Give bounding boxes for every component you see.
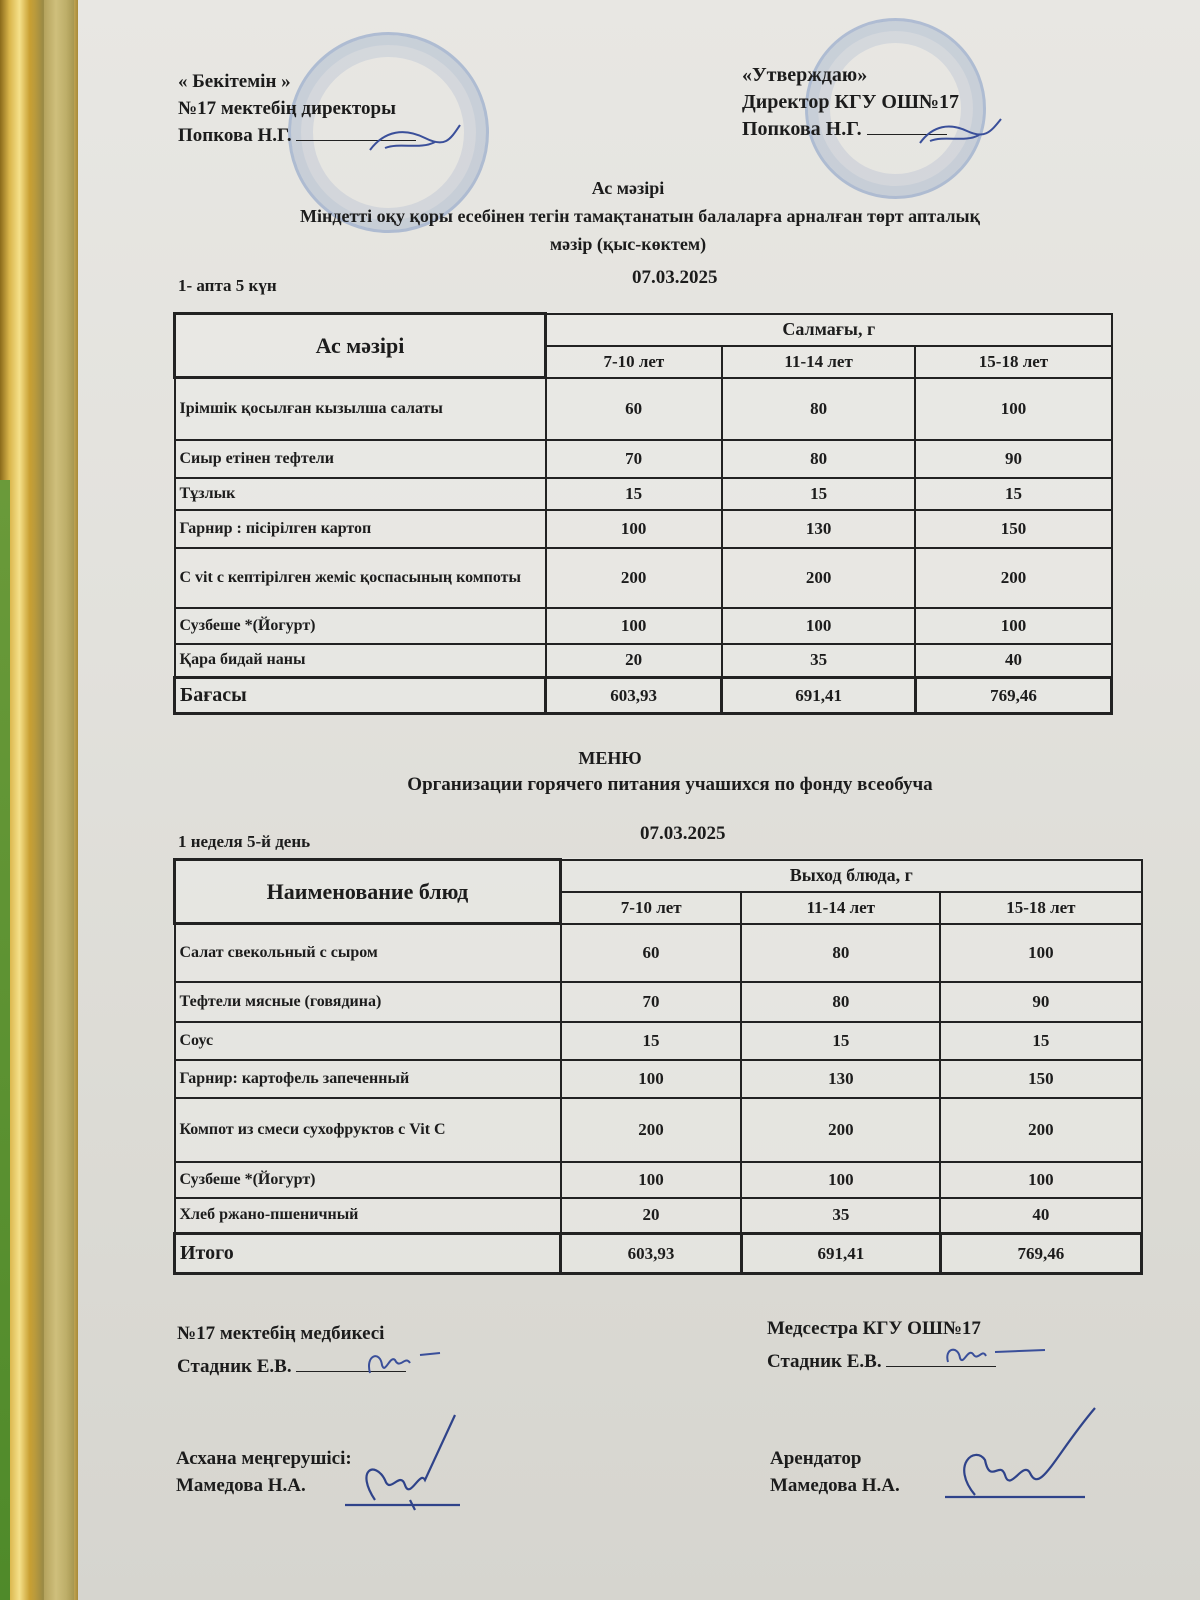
column-header-dish: Наименование блюд	[175, 860, 561, 924]
kz-date: 07.03.2025	[632, 267, 718, 288]
nurse-signature-ru: Медсестра КГУ ОШ№17 Стадник Е.В.	[767, 1315, 996, 1375]
kz-week-day: 1- апта 5 күн	[178, 276, 277, 295]
table-row: Соус 15 15 15	[175, 1022, 1142, 1060]
table-total-row: Итого 603,93 691,41 769,46	[175, 1234, 1142, 1274]
approval-title: « Бекітемін »	[178, 71, 291, 92]
approval-signer: Попкова Н.Г.	[178, 122, 416, 149]
signature-icon	[915, 115, 1005, 151]
column-header-age: 15-18 лет	[940, 892, 1141, 924]
kz-menu-season: мәзір (қыс-көктем)	[549, 234, 707, 254]
table-row: Қара бидай наны 20 35 40	[175, 644, 1112, 678]
ru-menu-table	[173, 858, 1143, 1275]
column-header-age: 7-10 лет	[546, 346, 722, 378]
table-row: Компот из смеси сухофруктов с Vit C 200 200 200	[175, 1098, 1142, 1162]
table-row: Сузбеше *(Йогурт) 100 100 100	[175, 608, 1112, 644]
frame-inner-molding	[44, 0, 74, 1600]
column-header-age: 11-14 лет	[722, 346, 916, 378]
signature-icon	[360, 1345, 450, 1380]
kz-menu-subtitle: Міндетті оқу қоры есебінен тегін тамақтанатын балаларға арналған төрт апталық	[300, 206, 980, 226]
ru-date: 07.03.2025	[640, 823, 726, 844]
tenant-signature-ru: Арендатор Мамедова Н.А.	[770, 1448, 900, 1496]
table-row: Хлеб ржано-пшеничный 20 35 40	[175, 1198, 1142, 1234]
table-row: Сузбеше *(Йогурт) 100 100 100	[175, 1162, 1142, 1198]
approval-position: Директор КГУ ОШ№17	[742, 91, 960, 113]
nurse-signature-kz: №17 мектебің медбикесі Стадник Е.В.	[177, 1320, 406, 1380]
kz-menu-title: Ас мәзірі	[591, 178, 665, 198]
signature-icon	[940, 1340, 1050, 1370]
table-row: С vit с кептірілген жеміс қоспасының компоты 200 200 200	[175, 548, 1112, 608]
table-row: Тұзлык 15 15 15	[175, 478, 1112, 510]
ru-week-day: 1 неделя 5-й день	[178, 832, 311, 851]
ru-menu-subtitle: Организации горячего питания учашихся по фонду всеобуча	[407, 774, 933, 795]
table-row: Салат свекольный с сыром 60 80 100	[175, 924, 1142, 982]
approval-signer: Попкова Н.Г.	[742, 116, 959, 143]
column-header-yield: Выход блюда, г	[561, 860, 1142, 892]
canteen-head-signature-kz: Асхана меңгерушісі: Мамедова Н.А.	[176, 1448, 352, 1496]
table-total-row: Бағасы 603,93 691,41 769,46	[175, 678, 1112, 714]
column-header-age: 15-18 лет	[915, 346, 1111, 378]
table-row: Гарнир : пісірілген картоп 100 130 150	[175, 510, 1112, 548]
approval-position: №17 мектебің директоры	[178, 98, 396, 119]
column-header-age: 11-14 лет	[741, 892, 940, 924]
signature-icon	[365, 120, 465, 160]
gold-picture-frame	[0, 0, 78, 1600]
column-header-weight: Салмағы, г	[546, 314, 1112, 346]
table-row: Гарнир: картофель запеченный 100 130 150	[175, 1060, 1142, 1098]
table-row: Тефтели мясные (говядина) 70 80 90	[175, 982, 1142, 1022]
background-wall	[0, 480, 10, 1600]
ru-menu-title: МЕНЮ	[578, 748, 642, 768]
signature-icon	[345, 1410, 475, 1520]
column-header-age: 7-10 лет	[561, 892, 742, 924]
approval-title: «Утверждаю»	[742, 64, 868, 86]
kz-menu-table	[173, 312, 1113, 715]
column-header-dish: Ас мәзірі	[175, 314, 546, 378]
table-row: Ірімшік қосылған кызылша салаты 60 80 100	[175, 378, 1112, 440]
table-row: Сиыр етінен тефтели 70 80 90	[175, 440, 1112, 478]
signature-icon	[945, 1405, 1105, 1510]
